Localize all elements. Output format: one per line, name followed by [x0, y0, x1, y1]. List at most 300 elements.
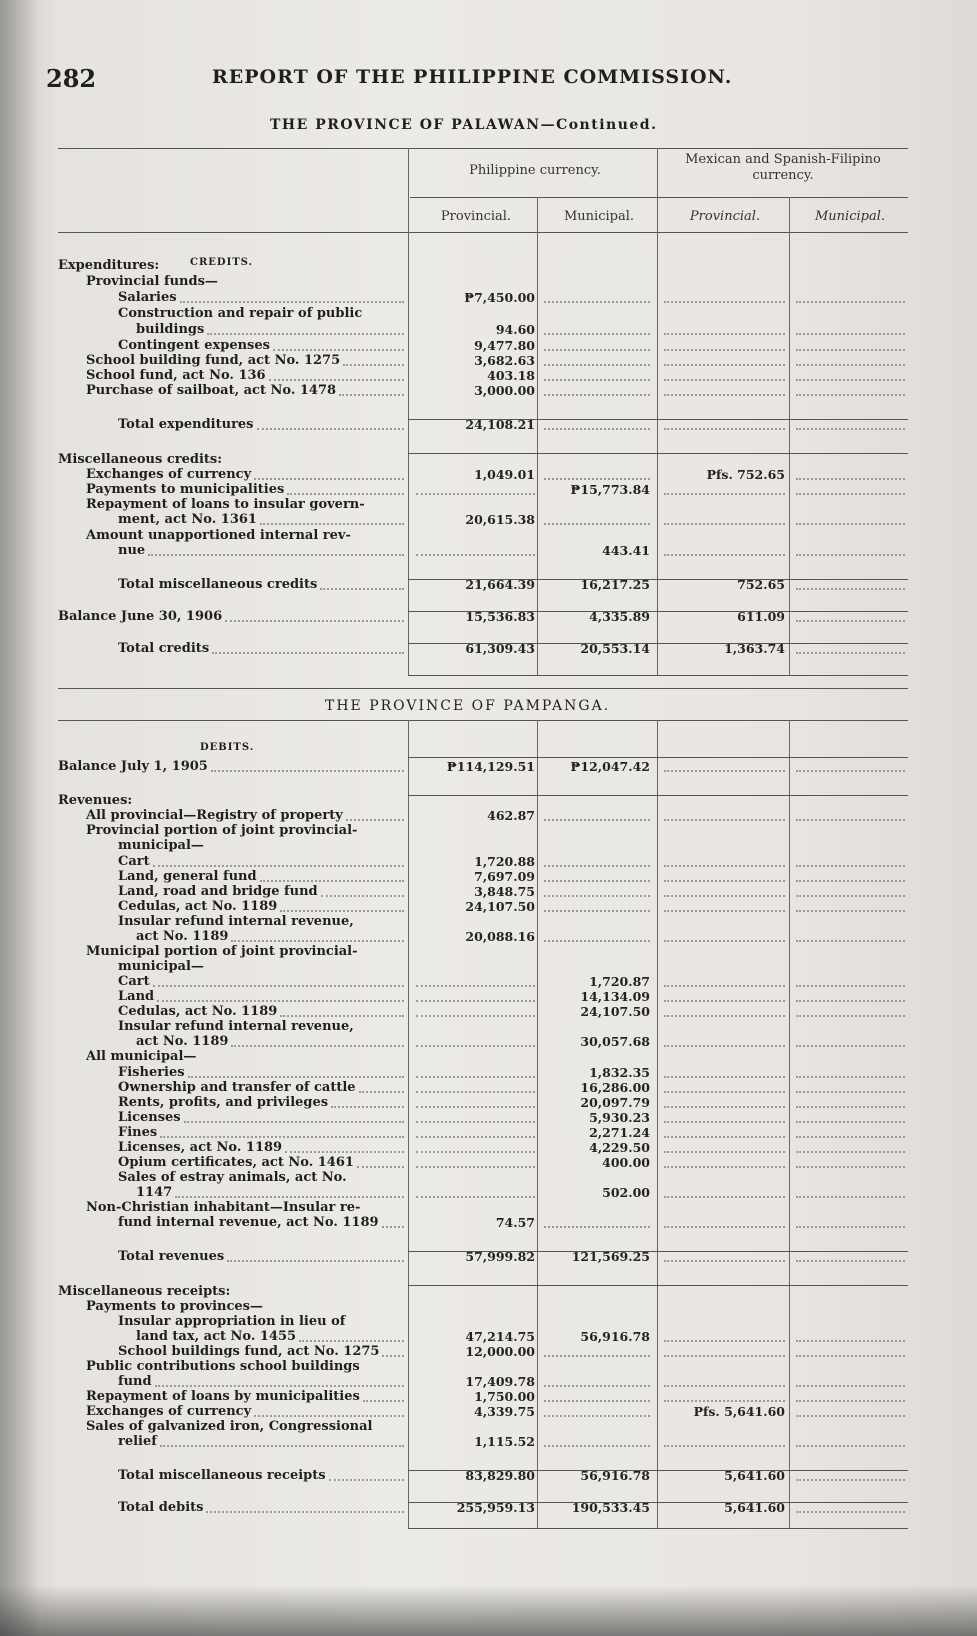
- empty-cell-dots: [416, 1106, 535, 1108]
- empty-cell-dots: [796, 770, 905, 772]
- empty-cell-dots: [416, 1136, 535, 1138]
- empty-cell-dots: [664, 985, 785, 987]
- empty-cell-dots: [664, 1400, 785, 1402]
- row-label: act No. 1189: [136, 929, 229, 944]
- row-label: Cart: [118, 854, 150, 869]
- empty-cell-dots: [796, 895, 905, 897]
- leader-dots: [299, 1340, 404, 1342]
- col-header-municipal-ph: Municipal.: [563, 209, 634, 224]
- cell-value: 74.57: [495, 1215, 535, 1230]
- cell-value: 57,999.82: [465, 1249, 535, 1264]
- empty-cell-dots: [796, 865, 905, 867]
- row-label: Payments to municipalities: [86, 482, 285, 497]
- cell-value: 61,309.43: [465, 641, 535, 656]
- empty-cell-dots: [796, 478, 905, 480]
- cell-value: 255,959.13: [456, 1500, 535, 1515]
- row-label: Construction and repair of public: [118, 306, 363, 321]
- row-label: Miscellaneous receipts:: [58, 1284, 231, 1299]
- empty-cell-dots: [796, 394, 905, 396]
- leader-dots: [231, 940, 404, 942]
- empty-cell-dots: [416, 1196, 535, 1198]
- empty-cell-dots: [796, 880, 905, 882]
- empty-cell-dots: [796, 1355, 905, 1357]
- cell-value: 5,641.60: [724, 1500, 785, 1515]
- column-total-rule: [408, 795, 908, 796]
- column-divider: [408, 720, 409, 1528]
- cell-value: 20,088.16: [465, 929, 535, 944]
- empty-cell-dots: [544, 1415, 650, 1417]
- empty-cell-dots: [796, 1045, 905, 1047]
- leader-dots: [382, 1355, 404, 1357]
- leader-dots: [207, 333, 404, 335]
- cell-value: 5,930.23: [589, 1110, 650, 1125]
- empty-cell-dots: [664, 1106, 785, 1108]
- leader-dots: [273, 349, 404, 351]
- empty-cell-dots: [544, 523, 650, 525]
- leader-dots: [160, 1445, 404, 1447]
- empty-cell-dots: [664, 1226, 785, 1228]
- empty-cell-dots: [544, 819, 650, 821]
- empty-cell-dots: [664, 1151, 785, 1153]
- empty-cell-dots: [544, 1226, 650, 1228]
- cell-value: 1,832.35: [589, 1065, 650, 1080]
- empty-cell-dots: [544, 349, 650, 351]
- col-header-provincial-ph: Provincial.: [440, 209, 512, 224]
- row-label: Fines: [118, 1125, 158, 1140]
- empty-cell-dots: [544, 379, 650, 381]
- column-divider: [537, 720, 538, 1528]
- empty-cell-dots: [664, 554, 785, 556]
- cell-value: 4,339.75: [474, 1404, 535, 1419]
- leader-dots: [287, 493, 404, 495]
- cell-value: 24,108.21: [465, 417, 535, 432]
- empty-cell-dots: [664, 1000, 785, 1002]
- header-bottom-rule: [58, 232, 908, 233]
- empty-cell-dots: [664, 895, 785, 897]
- leader-dots: [225, 620, 404, 622]
- cell-value: 3,848.75: [474, 884, 535, 899]
- cell-value: 1,115.52: [474, 1434, 535, 1449]
- empty-cell-dots: [664, 1166, 785, 1168]
- row-label: School building fund, act No. 1275: [86, 353, 341, 368]
- row-label: Non-Christian inhabitant—Insular re-: [86, 1200, 361, 1215]
- row-label: 1147: [136, 1185, 173, 1200]
- leader-dots: [254, 478, 404, 480]
- empty-cell-dots: [544, 478, 650, 480]
- leader-dots: [157, 1000, 404, 1002]
- cell-value: 4,229.50: [589, 1140, 650, 1155]
- col-header-municipal-mx: Municipal.: [814, 209, 885, 224]
- empty-cell-dots: [544, 1355, 650, 1357]
- empty-cell-dots: [664, 1045, 785, 1047]
- row-label: Municipal portion of joint provincial-: [86, 944, 358, 959]
- cell-value: 2,271.24: [589, 1125, 650, 1140]
- cell-value: ₱12,047.42: [570, 759, 650, 774]
- row-label: Total revenues: [118, 1249, 225, 1264]
- cell-value: 5,641.60: [724, 1468, 785, 1483]
- empty-cell-dots: [544, 865, 650, 867]
- cell-value: 15,536.83: [465, 609, 535, 624]
- cell-value: 16,286.00: [580, 1080, 650, 1095]
- row-label: Land: [118, 989, 155, 1004]
- cell-value: 83,829.80: [465, 1468, 535, 1483]
- row-label: Provincial funds—: [86, 274, 218, 289]
- row-label: Fisheries: [118, 1065, 185, 1080]
- leader-dots: [160, 1136, 404, 1138]
- cell-value: 1,720.88: [474, 854, 535, 869]
- row-label: Total credits: [118, 641, 210, 656]
- cell-value: 400.00: [602, 1155, 650, 1170]
- cell-value: 502.00: [602, 1185, 650, 1200]
- leader-dots: [331, 1106, 404, 1108]
- row-label: Total miscellaneous credits: [118, 577, 318, 592]
- row-label: Insular refund internal revenue,: [118, 1019, 354, 1034]
- leader-dots: [280, 910, 404, 912]
- empty-cell-dots: [796, 1151, 905, 1153]
- empty-cell-dots: [664, 394, 785, 396]
- empty-cell-dots: [796, 349, 905, 351]
- cell-value: 47,214.75: [465, 1329, 535, 1344]
- column-divider: [408, 148, 409, 676]
- cell-value: 20,615.38: [465, 512, 535, 527]
- empty-cell-dots: [796, 1196, 905, 1198]
- empty-cell-dots: [796, 1015, 905, 1017]
- cell-value: 190,533.45: [571, 1500, 650, 1515]
- empty-cell-dots: [664, 333, 785, 335]
- row-label: municipal—: [118, 838, 204, 853]
- empty-cell-dots: [416, 1045, 535, 1047]
- credits-heading: CREDITS.: [190, 257, 254, 268]
- row-label: ment, act No. 1361: [118, 512, 257, 527]
- row-label: land tax, act No. 1455: [136, 1329, 297, 1344]
- empty-cell-dots: [796, 1091, 905, 1093]
- empty-cell-dots: [796, 301, 905, 303]
- column-total-rule: [408, 453, 908, 454]
- empty-cell-dots: [796, 1340, 905, 1342]
- cell-value: 56,916.78: [580, 1468, 650, 1483]
- leader-dots: [343, 364, 404, 366]
- empty-cell-dots: [416, 1015, 535, 1017]
- empty-cell-dots: [664, 364, 785, 366]
- col-group-philippine: Philippine currency.: [469, 163, 601, 178]
- empty-cell-dots: [796, 333, 905, 335]
- scan-shadow-left: [0, 0, 40, 1636]
- cell-value: ₱7,450.00: [464, 290, 535, 305]
- row-label: Insular refund internal revenue,: [118, 914, 354, 929]
- cell-value: 17,409.78: [465, 1374, 535, 1389]
- row-label: Total debits: [118, 1500, 204, 1515]
- empty-cell-dots: [544, 880, 650, 882]
- leader-dots: [148, 554, 404, 556]
- cell-value: 403.18: [487, 368, 535, 383]
- empty-cell-dots: [796, 379, 905, 381]
- empty-cell-dots: [796, 554, 905, 556]
- empty-cell-dots: [544, 364, 650, 366]
- row-label: Revenues:: [58, 793, 133, 808]
- row-label: Repayment of loans to insular govern-: [86, 497, 365, 512]
- pampanga-title: THE PROVINCE OF PAMPANGA.: [325, 698, 611, 714]
- row-label: Total expenditures: [118, 417, 254, 432]
- cell-value: 3,000.00: [474, 383, 535, 398]
- leader-dots: [269, 379, 404, 381]
- empty-cell-dots: [416, 1091, 535, 1093]
- empty-cell-dots: [796, 1385, 905, 1387]
- empty-cell-dots: [544, 1385, 650, 1387]
- cell-value: Pfs. 752.65: [706, 467, 785, 482]
- row-label: Cedulas, act No. 1189: [118, 899, 278, 914]
- empty-cell-dots: [664, 301, 785, 303]
- empty-cell-dots: [664, 1445, 785, 1447]
- cell-value: 443.41: [602, 543, 650, 558]
- empty-cell-dots: [796, 1445, 905, 1447]
- row-label: fund: [118, 1374, 152, 1389]
- cell-value: 21,664.39: [465, 577, 535, 592]
- leader-dots: [357, 1166, 404, 1168]
- empty-cell-dots: [664, 1385, 785, 1387]
- leader-dots: [180, 301, 404, 303]
- leader-dots: [320, 588, 404, 590]
- cell-value: 7,697.09: [474, 869, 535, 884]
- row-label: Salaries: [118, 290, 177, 305]
- row-label: Opium certificates, act No. 1461: [118, 1155, 354, 1170]
- cell-value: 752.65: [737, 577, 785, 592]
- empty-cell-dots: [664, 880, 785, 882]
- empty-cell-dots: [664, 379, 785, 381]
- leader-dots: [339, 394, 404, 396]
- cell-value: ₱114,129.51: [446, 759, 535, 774]
- empty-cell-dots: [796, 1166, 905, 1168]
- row-label: Insular appropriation in lieu of: [118, 1314, 346, 1329]
- row-label: Expenditures:: [58, 258, 160, 273]
- row-label: Cedulas, act No. 1189: [118, 1004, 278, 1019]
- leader-dots: [285, 1151, 404, 1153]
- row-label: Balance June 30, 1906: [58, 609, 223, 624]
- empty-cell-dots: [416, 985, 535, 987]
- cell-value: 20,097.79: [580, 1095, 650, 1110]
- cell-value: 94.60: [495, 322, 535, 337]
- row-label: Cart: [118, 974, 150, 989]
- cell-value: 121,569.25: [571, 1249, 650, 1264]
- empty-cell-dots: [664, 428, 785, 430]
- leader-dots: [359, 1091, 404, 1093]
- empty-cell-dots: [664, 819, 785, 821]
- empty-cell-dots: [544, 895, 650, 897]
- empty-cell-dots: [416, 1166, 535, 1168]
- row-label: Public contributions school buildings: [86, 1359, 360, 1374]
- pampanga-header-rule: [58, 720, 908, 721]
- cell-value: 24,107.50: [465, 899, 535, 914]
- empty-cell-dots: [796, 1000, 905, 1002]
- column-total-rule: [408, 1528, 908, 1529]
- row-label: act No. 1189: [136, 1034, 229, 1049]
- empty-cell-dots: [664, 349, 785, 351]
- leader-dots: [329, 1479, 404, 1481]
- cell-value: 14,134.09: [580, 989, 650, 1004]
- cell-value: 3,682.63: [474, 353, 535, 368]
- empty-cell-dots: [796, 620, 905, 622]
- column-total-rule: [408, 1285, 908, 1286]
- col-group-mexican: Mexican and Spanish-Filipino currency.: [685, 152, 881, 183]
- row-label: Sales of estray animals, act No.: [118, 1170, 347, 1185]
- empty-cell-dots: [796, 364, 905, 366]
- empty-cell-dots: [664, 1015, 785, 1017]
- leader-dots: [254, 1415, 404, 1417]
- leader-dots: [280, 1015, 404, 1017]
- row-label: Contingent expenses: [118, 338, 270, 353]
- cell-value: 9,477.80: [474, 338, 535, 353]
- empty-cell-dots: [544, 394, 650, 396]
- leader-dots: [257, 428, 404, 430]
- empty-cell-dots: [796, 1479, 905, 1481]
- leader-dots: [321, 895, 404, 897]
- leader-dots: [188, 1076, 404, 1078]
- row-label: Total miscellaneous receipts: [118, 1468, 326, 1483]
- empty-cell-dots: [416, 493, 535, 495]
- empty-cell-dots: [796, 652, 905, 654]
- empty-cell-dots: [796, 940, 905, 942]
- leader-dots: [155, 1385, 404, 1387]
- cell-value: Pfs. 5,641.60: [693, 1404, 785, 1419]
- cell-value: 1,363.74: [724, 641, 785, 656]
- cell-value: 20,553.14: [580, 641, 650, 656]
- empty-cell-dots: [796, 493, 905, 495]
- empty-cell-dots: [544, 940, 650, 942]
- cell-value: 24,107.50: [580, 1004, 650, 1019]
- row-label: Sales of galvanized iron, Congressional: [86, 1419, 373, 1434]
- empty-cell-dots: [664, 770, 785, 772]
- cell-value: 4,335.89: [589, 609, 650, 624]
- row-label: Provincial portion of joint provincial-: [86, 823, 358, 838]
- empty-cell-dots: [544, 428, 650, 430]
- empty-cell-dots: [664, 1355, 785, 1357]
- row-label: Payments to provinces—: [86, 1299, 263, 1314]
- row-label: Rents, profits, and privileges: [118, 1095, 329, 1110]
- empty-cell-dots: [796, 523, 905, 525]
- empty-cell-dots: [416, 1000, 535, 1002]
- running-head: REPORT OF THE PHILIPPINE COMMISSION.: [212, 66, 733, 88]
- leader-dots: [231, 1045, 404, 1047]
- empty-cell-dots: [796, 1136, 905, 1138]
- empty-cell-dots: [664, 1121, 785, 1123]
- empty-cell-dots: [796, 588, 905, 590]
- empty-cell-dots: [796, 1226, 905, 1228]
- cell-value: 16,217.25: [580, 577, 650, 592]
- empty-cell-dots: [416, 1121, 535, 1123]
- row-label: School buildings fund, act No. 1275: [118, 1344, 380, 1359]
- row-label: buildings: [136, 322, 205, 337]
- row-label: Licenses, act No. 1189: [118, 1140, 283, 1155]
- cell-value: 462.87: [487, 808, 535, 823]
- empty-cell-dots: [544, 1400, 650, 1402]
- leader-dots: [227, 1260, 404, 1262]
- row-label: Purchase of sailboat, act No. 1478: [86, 383, 337, 398]
- column-total-rule: [408, 675, 908, 676]
- empty-cell-dots: [796, 910, 905, 912]
- row-label: Land, general fund: [118, 869, 257, 884]
- empty-cell-dots: [664, 523, 785, 525]
- empty-cell-dots: [544, 910, 650, 912]
- empty-cell-dots: [796, 1415, 905, 1417]
- empty-cell-dots: [664, 1196, 785, 1198]
- row-label: Repayment of loans by municipalities: [86, 1389, 360, 1404]
- empty-cell-dots: [796, 1076, 905, 1078]
- empty-cell-dots: [664, 493, 785, 495]
- row-label: Miscellaneous credits:: [58, 452, 223, 467]
- column-divider: [789, 197, 790, 676]
- cell-value: 56,916.78: [580, 1329, 650, 1344]
- empty-cell-dots: [796, 819, 905, 821]
- leader-dots: [206, 1511, 404, 1513]
- column-divider: [537, 197, 538, 676]
- row-label: nue: [118, 543, 146, 558]
- empty-cell-dots: [664, 940, 785, 942]
- scan-shadow-bottom: [0, 1585, 977, 1636]
- empty-cell-dots: [544, 301, 650, 303]
- row-label: relief: [118, 1434, 157, 1449]
- column-divider: [789, 720, 790, 1528]
- leader-dots: [346, 819, 404, 821]
- cell-value: 30,057.68: [580, 1034, 650, 1049]
- row-label: All municipal—: [86, 1049, 197, 1064]
- row-label: Land, road and bridge fund: [118, 884, 318, 899]
- empty-cell-dots: [664, 1091, 785, 1093]
- empty-cell-dots: [796, 1121, 905, 1123]
- cell-value: 611.09: [737, 609, 785, 624]
- header-mid-rule: [410, 197, 908, 198]
- empty-cell-dots: [664, 865, 785, 867]
- leader-dots: [382, 1226, 404, 1228]
- column-divider: [657, 720, 658, 1528]
- row-label: fund internal revenue, act No. 1189: [118, 1215, 379, 1230]
- row-label: Exchanges of currency: [86, 467, 252, 482]
- leader-dots: [260, 523, 404, 525]
- col-header-provincial-mx: Provincial.: [689, 209, 761, 224]
- cell-value: 1,750.00: [474, 1389, 535, 1404]
- leader-dots: [153, 985, 404, 987]
- empty-cell-dots: [664, 1076, 785, 1078]
- leader-dots: [260, 880, 404, 882]
- cell-value: ₱15,773.84: [570, 482, 650, 497]
- leader-dots: [153, 865, 404, 867]
- empty-cell-dots: [416, 554, 535, 556]
- column-total-rule: [408, 757, 908, 758]
- row-label: municipal—: [118, 959, 204, 974]
- leader-dots: [212, 652, 404, 654]
- empty-cell-dots: [664, 1260, 785, 1262]
- table-top-rule: [58, 148, 908, 149]
- palawan-title: THE PROVINCE OF PALAWAN—Continued.: [270, 117, 658, 133]
- empty-cell-dots: [796, 1511, 905, 1513]
- page-number: 282: [46, 64, 97, 93]
- row-label: Amount unapportioned internal rev-: [86, 528, 351, 543]
- row-label: School fund, act No. 136: [86, 368, 266, 383]
- empty-cell-dots: [544, 1445, 650, 1447]
- leader-dots: [363, 1400, 404, 1402]
- row-label: Balance July 1, 1905: [58, 759, 208, 774]
- leader-dots: [175, 1196, 404, 1198]
- empty-cell-dots: [796, 428, 905, 430]
- cell-value: 1,049.01: [474, 467, 535, 482]
- leader-dots: [211, 770, 404, 772]
- table-separator-rule: [58, 688, 908, 689]
- empty-cell-dots: [664, 1340, 785, 1342]
- empty-cell-dots: [544, 333, 650, 335]
- debits-heading: DEBITS.: [200, 742, 255, 753]
- empty-cell-dots: [416, 1076, 535, 1078]
- row-label: All provincial—Registry of property: [86, 808, 343, 823]
- cell-value: 1,720.87: [589, 974, 650, 989]
- empty-cell-dots: [664, 1136, 785, 1138]
